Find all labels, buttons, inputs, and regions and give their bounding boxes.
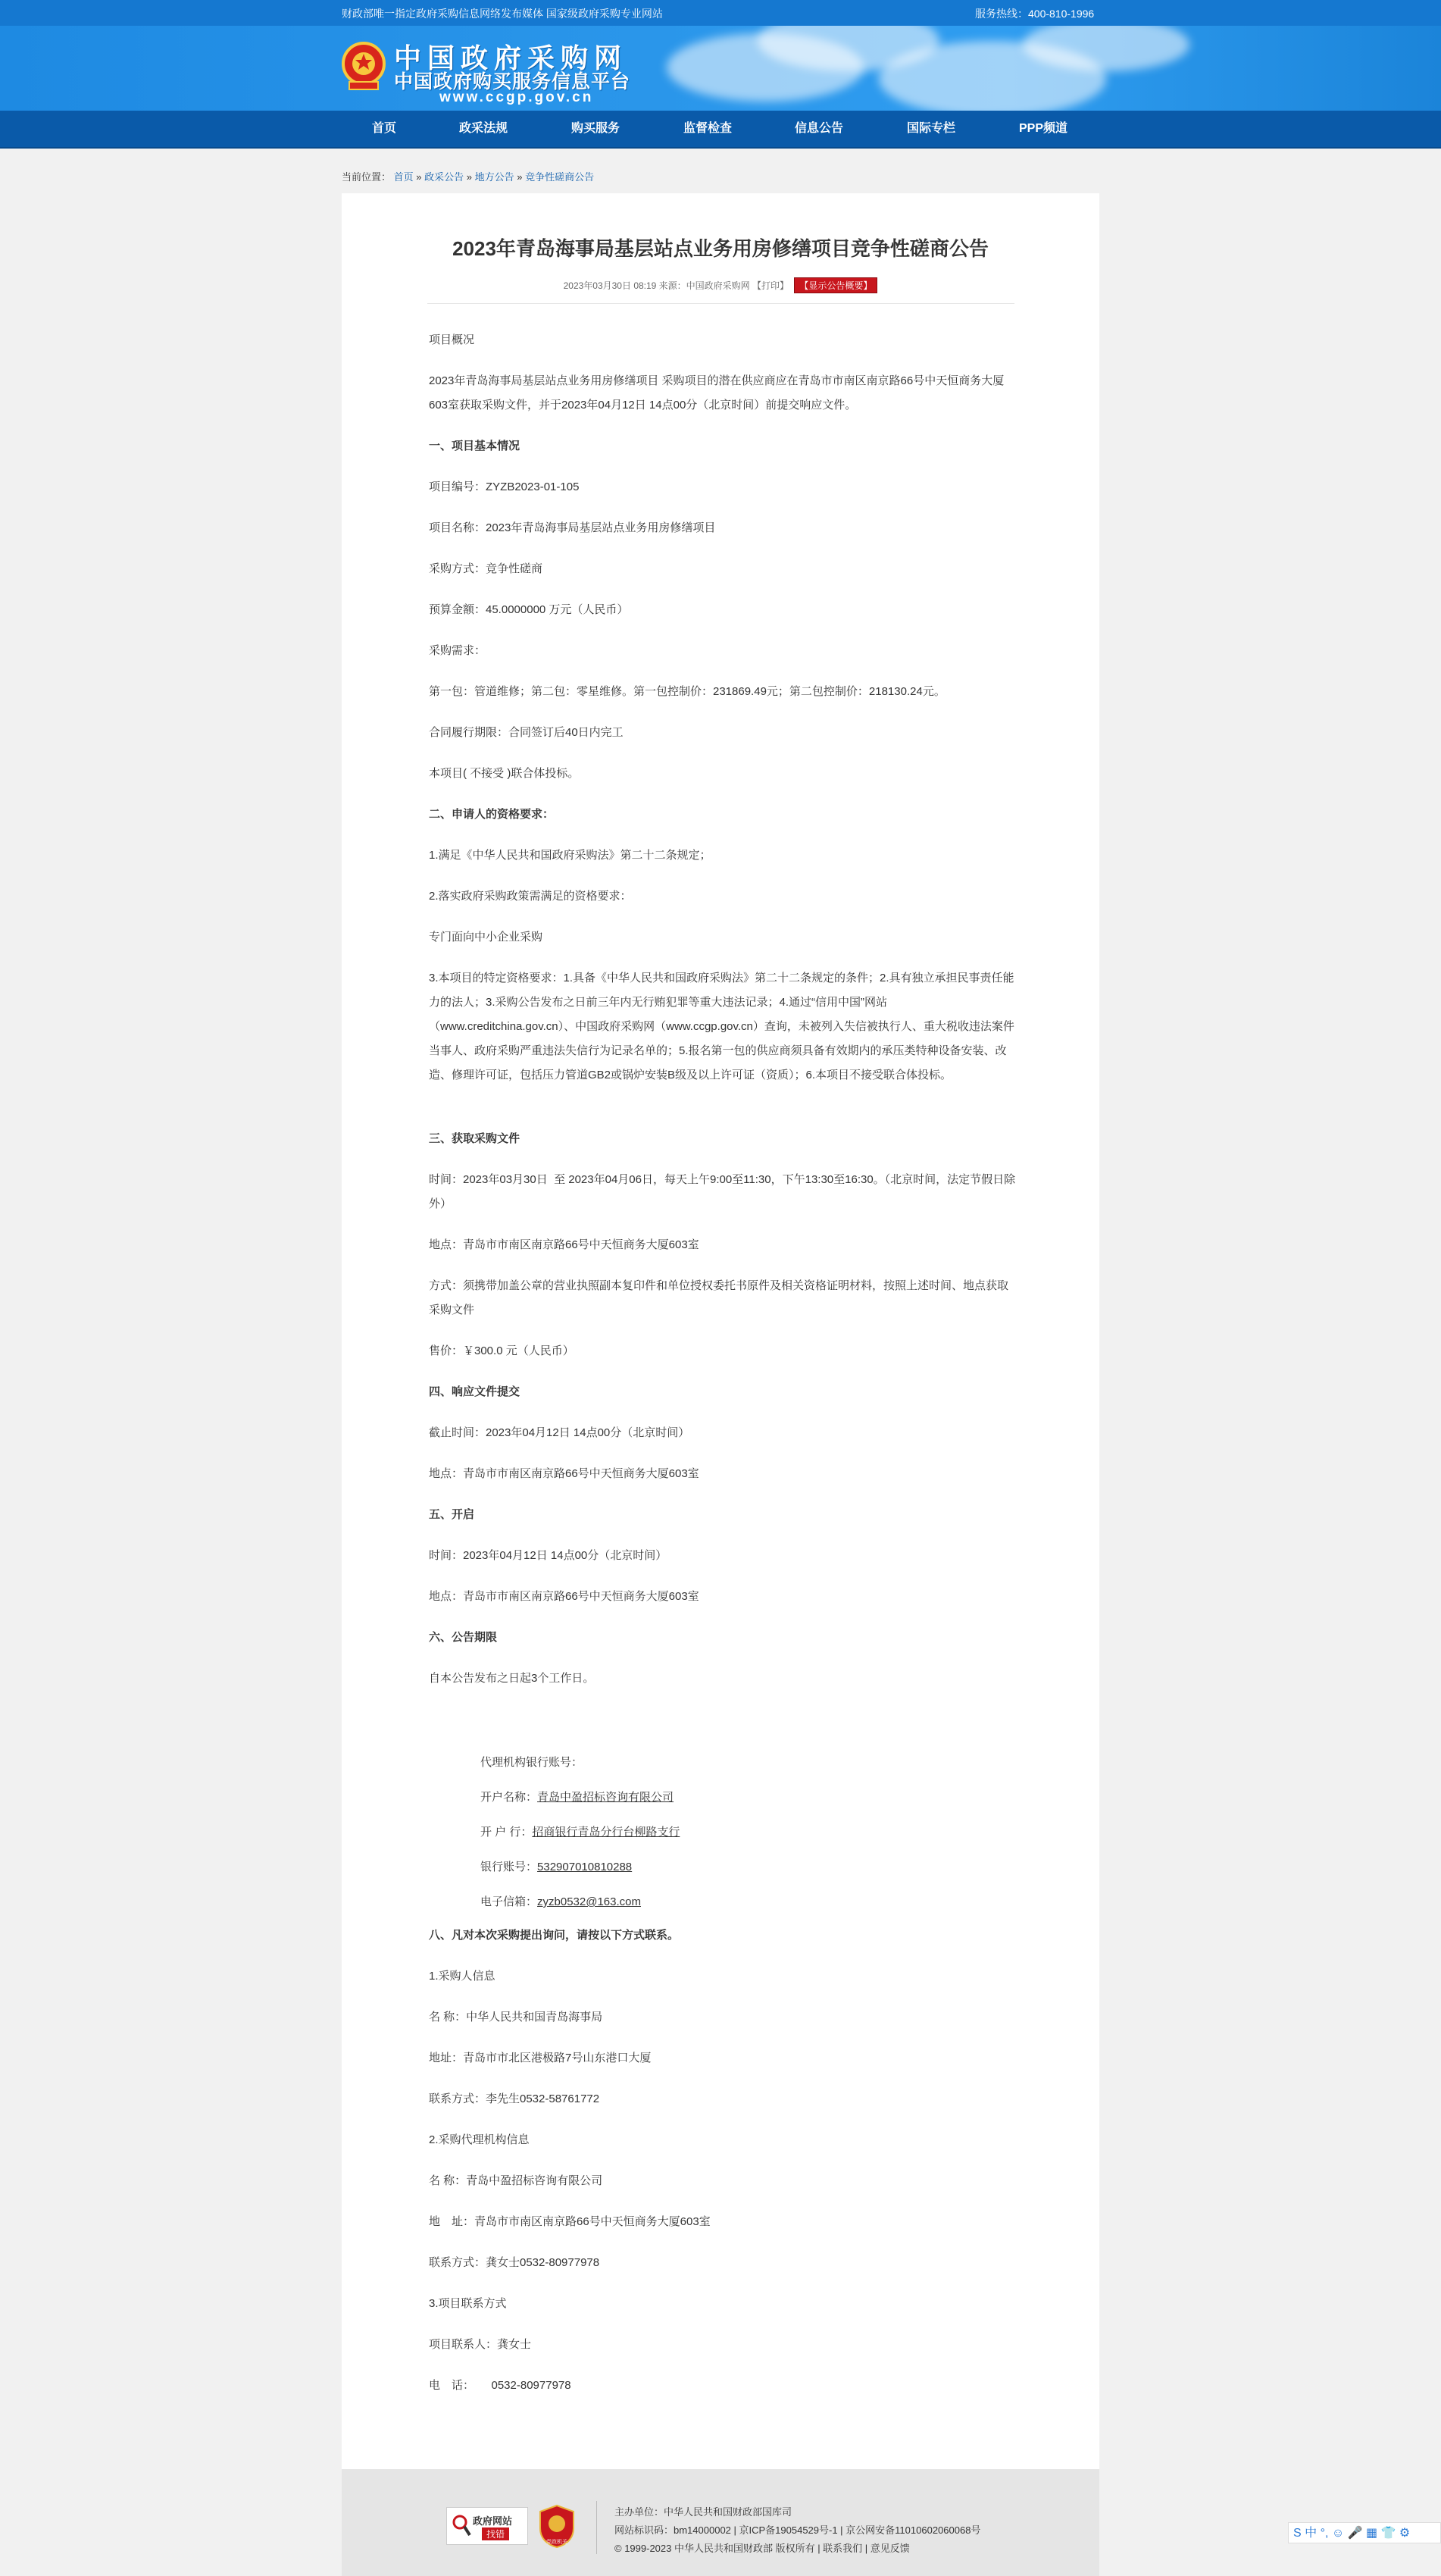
nav-supervision[interactable]: 监督检查 xyxy=(683,122,732,135)
paragraph: 项目联系人：龚女士 xyxy=(429,2338,532,2351)
article-meta xyxy=(342,277,1099,293)
section-heading: 三、获取采购文件 xyxy=(429,1132,520,1145)
paragraph: 名 称：中华人民共和国青岛海事局 xyxy=(429,2011,603,2024)
publish-info: 2023年03月30日 08:19 来源：中国政府采购网 【打印】 xyxy=(563,280,789,291)
svg-text:党政机关: 党政机关 xyxy=(546,2539,567,2545)
paragraph: 电 话： 0532-80977978 xyxy=(429,2379,571,2392)
paragraph: 联系方式：龚女士0532-80977978 xyxy=(429,2256,600,2269)
paragraph: 自本公告发布之日起3个工作日。 xyxy=(429,1672,595,1685)
paragraph: 项目编号：ZYZB2023-01-105 xyxy=(429,480,580,493)
breadcrumb-home[interactable]: 首页 xyxy=(393,171,414,183)
footer-registration: 网站标识码：bm14000002 | 京ICP备19054529号-1 | 京公网安备11010602060068号 xyxy=(614,2524,981,2536)
paragraph: 地点：青岛市市南区南京路66号中天恒商务大厦603室 xyxy=(429,1238,699,1251)
paragraph: 名 称：青岛中盈招标咨询有限公司 xyxy=(429,2174,603,2187)
site-title: 中国政府采购网 xyxy=(394,43,628,74)
bank-account-number: 银行账号：532907010810288 xyxy=(480,1861,633,1873)
gov-site-error-report-badge[interactable]: 政府网站 找错 xyxy=(446,2507,528,2545)
paragraph: 地点：青岛市市南区南京路66号中天恒商务大厦603室 xyxy=(429,1590,699,1603)
section-heading: 五、开启 xyxy=(429,1508,475,1521)
title-divider xyxy=(427,303,1014,304)
party-gov-badge-icon[interactable] xyxy=(537,2504,577,2548)
paragraph: 售价：￥300.0 元（人民币） xyxy=(429,1344,574,1357)
top-bar xyxy=(0,0,1441,26)
section-heading: 四、响应文件提交 xyxy=(429,1385,520,1398)
breadcrumb-local[interactable]: 地方公告 xyxy=(474,171,514,183)
paragraph: 1.采购人信息 xyxy=(429,1970,495,1983)
bank-branch: 开 户 行：招商银行青岛分行台柳路支行 xyxy=(480,1826,680,1839)
breadcrumb-procurement[interactable]: 政采公告 xyxy=(424,171,464,183)
nav-purchase-service[interactable]: 购买服务 xyxy=(570,122,620,135)
site-url: www.ccgp.gov.cn xyxy=(439,89,594,105)
paragraph: 预算金额：45.0000000 万元（人民币） xyxy=(429,603,629,616)
paragraph: 第一包：管道维修；第二包：零星维修。第一包控制价：231869.49元；第二包控制价：218130.24元。 xyxy=(429,685,946,698)
footer xyxy=(342,2469,1099,2576)
paragraph: 3.本项目的特定资格要求：1.具备《中华人民共和国政府采购法》第二十二条规定的条件；2.具有独立承担民事责任能力的法人；3.采购公告发布之日前三年内无行贿犯罪等重大违法记录；4.通过“信用中国”网站（www.creditchina.gov.cn）、中国政府采购网（www.ccgp.gov.cn）查询，未被列入失信被执行人、重大税收违法案件当事人、政府采购严重违法失信行为记录名单的；5.报名第一包的供应商须具备有效期内的承压类特种设备安装、改造、修理许可证，包括压力管道GB2或锅炉安装B级及以上许可证（资质）；6.本项目不接受联合体投标。 xyxy=(429,972,1014,1081)
paragraph: 采购方式：竞争性磋商 xyxy=(429,562,543,575)
paragraph: 地点：青岛市市南区南京路66号中天恒商务大厦603室 xyxy=(429,1467,699,1480)
paragraph: 地 址：青岛市市南区南京路66号中天恒商务大厦603室 xyxy=(429,2215,711,2228)
bank-account-name: 开户名称：青岛中盈招标咨询有限公司 xyxy=(480,1791,674,1804)
footer-divider xyxy=(596,2501,597,2554)
paragraph: 联系方式：李先生0532-58761772 xyxy=(429,2092,600,2105)
paragraph: 采购需求： xyxy=(429,644,486,657)
paragraph: 3.项目联系方式 xyxy=(429,2297,507,2310)
paragraph: 截止时间：2023年04月12日 14点00分（北京时间） xyxy=(429,1426,690,1439)
breadcrumb: 当前位置： 首页 » 政采公告 » 地方公告 » 竞争性磋商公告 xyxy=(342,171,595,183)
site-subtitle: 中国政府购买服务信息平台 xyxy=(394,70,631,92)
service-hotline: 服务热线：400-810-1996 xyxy=(975,8,1095,20)
site-banner xyxy=(0,26,1441,111)
paragraph: 1.满足《中华人民共和国政府采购法》第二十二条规定； xyxy=(429,849,711,862)
section-heading: 八、凡对本次采购提出询问，请按以下方式联系。 xyxy=(429,1929,680,1942)
paragraph: 2.采购代理机构信息 xyxy=(429,2133,530,2146)
input-method-toolbar[interactable]: S 中 °, ☺ 🎤 ▦ 👕 ⚙ xyxy=(1288,2522,1441,2543)
nav-international[interactable]: 国际专栏 xyxy=(906,122,955,135)
national-emblem-icon xyxy=(342,39,386,92)
top-bar-slogan: 财政部唯一指定政府采购信息网络发布媒体 国家级政府采购专业网站 xyxy=(342,8,663,20)
paragraph: 2.落实政府采购政策需满足的资格要求： xyxy=(429,890,632,903)
bank-email: 电子信箱：zyzb0532@163.com xyxy=(480,1895,641,1908)
paragraph: 时间：2023年03月30日 至 2023年04月06日，每天上午9:00至11:30，下午13:30至16:30。（北京时间，法定节假日除外） xyxy=(429,1173,1016,1210)
section-heading: 六、公告期限 xyxy=(429,1631,498,1644)
nav-ppp[interactable]: PPP频道 xyxy=(1018,122,1068,135)
nav-home[interactable]: 首页 xyxy=(371,122,396,135)
nav-announcements[interactable]: 信息公告 xyxy=(794,122,843,135)
footer-sponsor: 主办单位：中华人民共和国财政部国库司 xyxy=(614,2506,792,2518)
paragraph: 本项目( 不接受 )联合体投标。 xyxy=(429,767,580,780)
paragraph: 专门面向中小企业采购 xyxy=(429,931,543,944)
magnifier-icon xyxy=(452,2514,471,2538)
paragraph: 2023年青岛海事局基层站点业务用房修缮项目 采购项目的潜在供应商应在青岛市市南区南京路66号中天恒商务大厦603室获取采购文件，并于2023年04月12日 14点00分（北京时间）前提交响应文件。 xyxy=(429,374,1005,412)
paragraph: 地址：青岛市市北区港极路7号山东港口大厦 xyxy=(429,2052,652,2064)
article-panel xyxy=(342,193,1099,1711)
paragraph: 时间：2023年04月12日 14点00分（北京时间） xyxy=(429,1549,667,1562)
main-nav xyxy=(0,111,1441,149)
section-heading: 一、项目基本情况 xyxy=(429,440,520,452)
paragraph: 项目名称：2023年青岛海事局基层站点业务用房修缮项目 xyxy=(429,521,716,534)
article-panel-continued xyxy=(342,1711,1099,2469)
footer-copyright: © 1999-2023 中华人民共和国财政部 版权所有 | 联系我们 | 意见反馈 xyxy=(614,2543,910,2554)
show-summary-button[interactable]: 【显示公告概要】 xyxy=(794,277,877,293)
paragraph: 项目概况 xyxy=(429,333,475,346)
nav-policy[interactable]: 政采法规 xyxy=(458,122,508,135)
page-title: 2023年青岛海事局基层站点业务用房修缮项目竞争性磋商公告 xyxy=(452,237,989,260)
section-heading: 二、申请人的资格要求： xyxy=(429,808,555,821)
bank-heading: 代理机构银行账号： xyxy=(480,1756,583,1769)
breadcrumb-current[interactable]: 竞争性磋商公告 xyxy=(525,171,595,183)
breadcrumb-prefix: 当前位置： xyxy=(342,171,392,183)
paragraph: 方式：须携带加盖公章的营业执照副本复印件和单位授权委托书原件及相关资格证明材料，按照上述时间、地点获取采购文件 xyxy=(429,1279,1009,1316)
paragraph: 合同履行期限：合同签订后40日内完工 xyxy=(429,726,624,739)
